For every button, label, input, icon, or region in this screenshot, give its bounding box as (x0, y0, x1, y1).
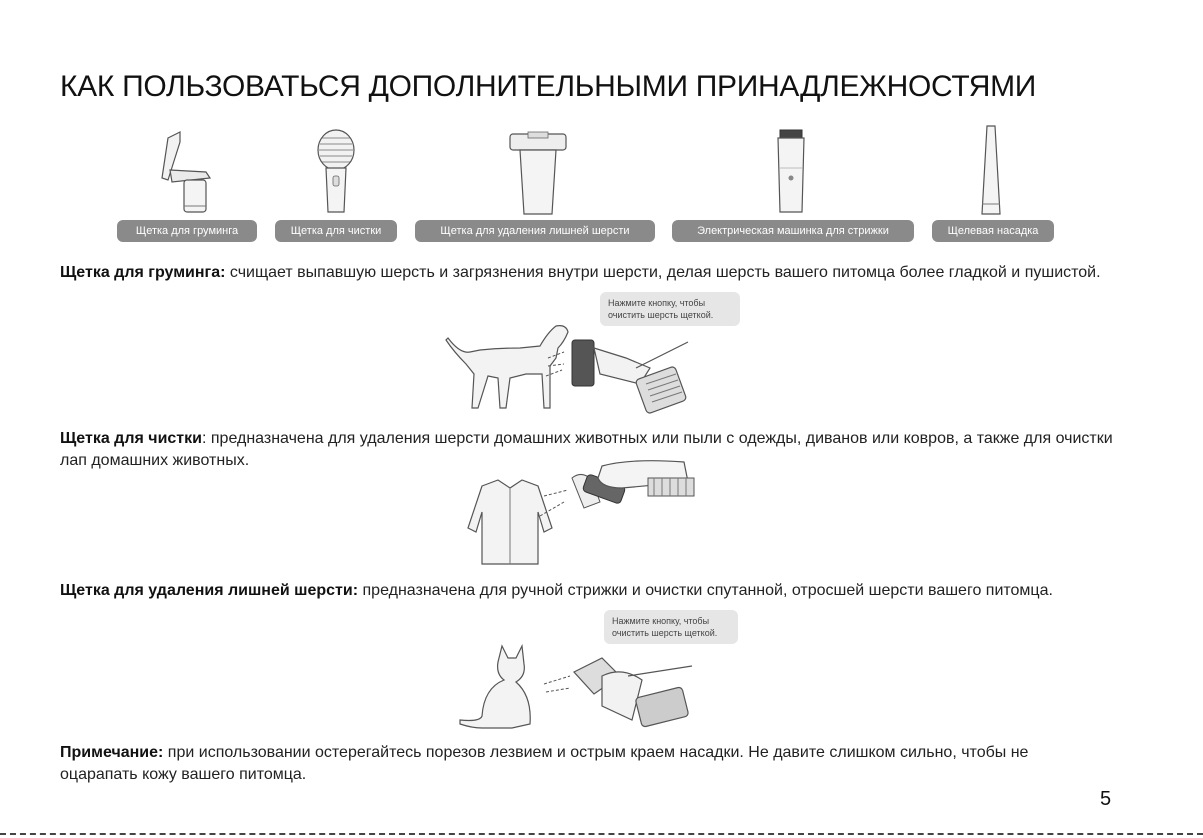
label-cleaning-brush: Щетка для чистки (275, 220, 397, 242)
cat-grooming-illustration (452, 636, 702, 732)
label-deshedding-brush: Щетка для удаления лишней шерсти (415, 220, 655, 242)
section-text: счищает выпавшую шерсть и загрязнения внутри шерсти, делая шерсть вашего питомца более гладкой и пушистой. (225, 264, 1101, 281)
clothes-cleaning-illustration (452, 458, 702, 568)
deshedding-brush-description (60, 580, 1140, 602)
cleaning-brush-icon (312, 128, 360, 216)
note-text (60, 742, 1040, 786)
label-grooming-brush: Щетка для груминга (117, 220, 257, 242)
grooming-brush-icon (158, 128, 218, 216)
page-number: 5 (1100, 788, 1112, 810)
label-crevice-nozzle: Щелевая насадка (932, 220, 1054, 242)
hint-bubble: Нажмите кнопку, чтобы очистить шерсть щеткой. (604, 610, 738, 644)
electric-clipper-icon (774, 128, 808, 216)
section-text: предназначена для ручной стрижки и очистки спутанной, отросшей шерсти вашего питомца. (358, 582, 1053, 599)
label-electric-clipper: Электрическая машинка для стрижки (672, 220, 914, 242)
section-text: : предназначена для удаления шерсти домашних животных или пыли с одежды, диванов или ковров, а также для очистки лап домашних животных. (60, 430, 1113, 469)
hint-bubble: Нажмите кнопку, чтобы очистить шерсть щеткой. (600, 292, 740, 326)
section-heading: Щетка для чистки (60, 430, 202, 447)
section-heading: Щетка для груминга: (60, 264, 226, 281)
crevice-nozzle-icon (978, 124, 1004, 218)
note-heading: Примечание: (60, 744, 164, 761)
grooming-brush-description (60, 262, 1140, 284)
dog-grooming-illustration (440, 318, 700, 418)
bottom-divider (0, 833, 1203, 835)
deshedding-brush-icon (506, 130, 570, 216)
section-text: при использовании остерегайтесь порезов лезвием и острым краем насадки. Не давите слишком сильно, чтобы не оцарапать кожу вашего питомца. (60, 744, 1029, 783)
section-heading: Щетка для удаления лишней шерсти: (60, 582, 359, 599)
page-title: КАК ПОЛЬЗОВАТЬСЯ ДОПОЛНИТЕЛЬНЫМИ ПРИНАДЛЕЖНОСТЯМИ (60, 70, 1037, 103)
